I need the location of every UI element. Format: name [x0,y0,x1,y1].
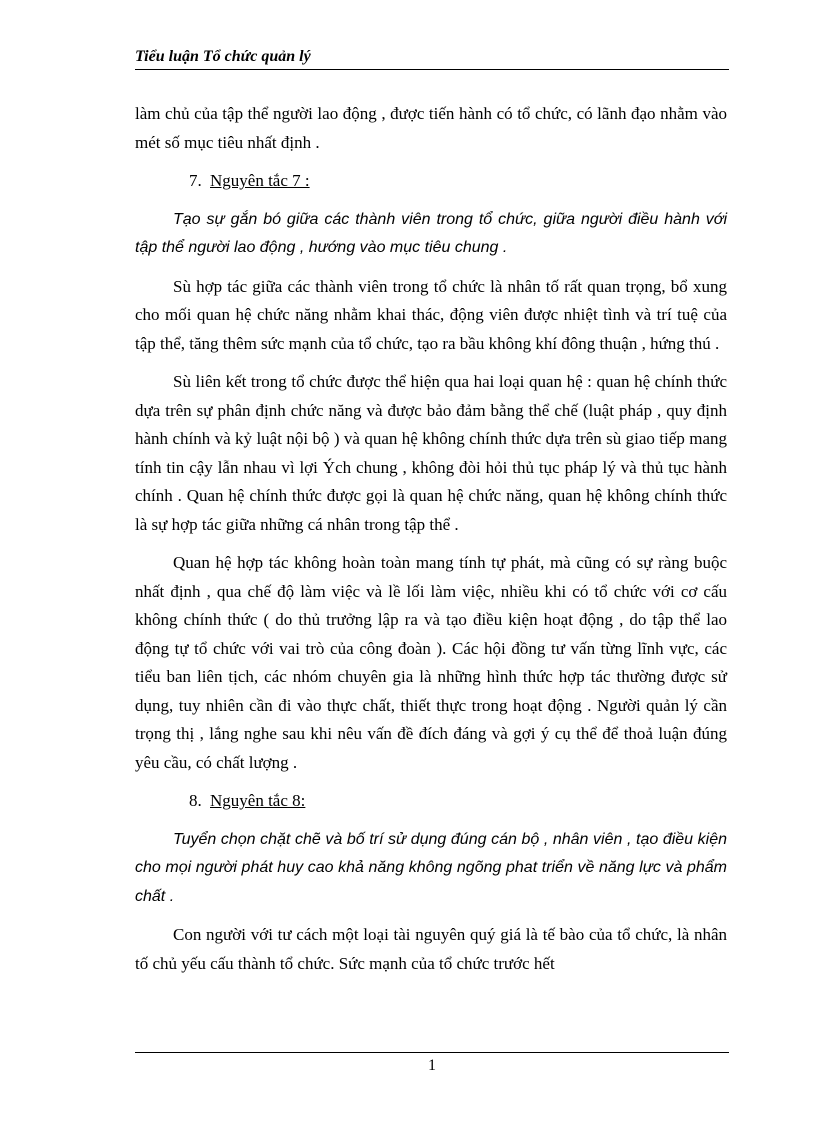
section-label: Nguyên tắc 7 : [210,171,310,190]
section-label: Nguyên tắc 8: [210,791,306,810]
footer-divider [135,1052,729,1053]
header-title: Tiểu luận Tổ chức quản lý [135,48,311,65]
principle-statement: Tạo sự gắn bó giữa các thành viên trong tổ chức, giữa người điều hành với tập thể người lao động , hướng vào mục tiêu chung . [135,210,727,256]
section-number: 7. [189,171,202,190]
paragraph: Con người với tư cách một loại tài nguyên quý giá là tế bào của tổ chức, là nhân tố chủ yếu cấu thành tổ chức. Sức mạnh của tổ chức trước hết [135,925,727,973]
header-divider [135,69,729,70]
paragraph: Sù liên kết trong tổ chức được thể hiện qua hai loại quan hệ : quan hệ chính thức dựa trên sự phân định chức năng và được bảo đảm bằng thể chế (luật pháp , quy định hành chính và kỷ luật nội bộ ) và quan hệ không chính thức dựa trên sù giao tiếp mang tính tin cậy lẫn nhau vì lợi Ých chung , không đòi hỏi thủ tục pháp lý và thủ tục hành chính . Quan hệ chính thức được gọi là quan hệ chức năng, quan hệ không chính thức là sự hợp tác giữa những cá nhân trong tập thể . [135,372,727,534]
document-body [135,100,727,988]
paragraph: Sù hợp tác giữa các thành viên trong tổ chức là nhân tố rất quan trọng, bổ xung cho mối quan hệ chức năng nhằm khai thác, động viên được nhiệt tình và trí tuệ của tập thể, tăng thêm sức mạnh của tổ chức, tạo ra bầu không khí đông thuận , hứng thú . [135,276,727,353]
page-number: 1 [428,1057,436,1074]
section-heading-7 [189,167,727,196]
section-number: 8. [189,791,202,810]
paragraph: Quan hệ hợp tác không hoàn toàn mang tính tự phát, mà cũng có sự ràng buộc nhất định , qua chế độ làm việc và lề lối làm việc, nhiều khi có tổ chức với cơ cấu không chính thức ( do thủ trưởng lập ra và tạo điều kiện hoạt động , do tập thể lao động tự tổ chức với vai trò của công đoàn ). Các hội đồng tư vấn từng lĩnh vực, các tiểu ban liên tịch, các nhóm chuyên gia là những hình thức hợp tác thường được sử dụng, tuy nhiên cần đi vào thực chất, thiết thực trong hoạt động . Người quản lý cần trọng thị , lắng nghe sau khi nêu vấn đề đích đáng và gợi ý cụ thể để thoả luận đúng yêu cầu, có chất lượng . [135,553,727,772]
paragraph: làm chủ của tập thể người lao động , được tiến hành có tổ chức, có lãnh đạo nhằm vào mét số mục tiêu nhất định . [135,104,727,152]
principle-statement: Tuyển chọn chặt chẽ và bố trí sử dụng đúng cán bộ , nhân viên , tạo điều kiện cho mọi người phát huy cao khả năng không ngõng phat triển về năng lực và phẩm chất . [135,830,727,905]
section-heading-8 [189,787,727,816]
